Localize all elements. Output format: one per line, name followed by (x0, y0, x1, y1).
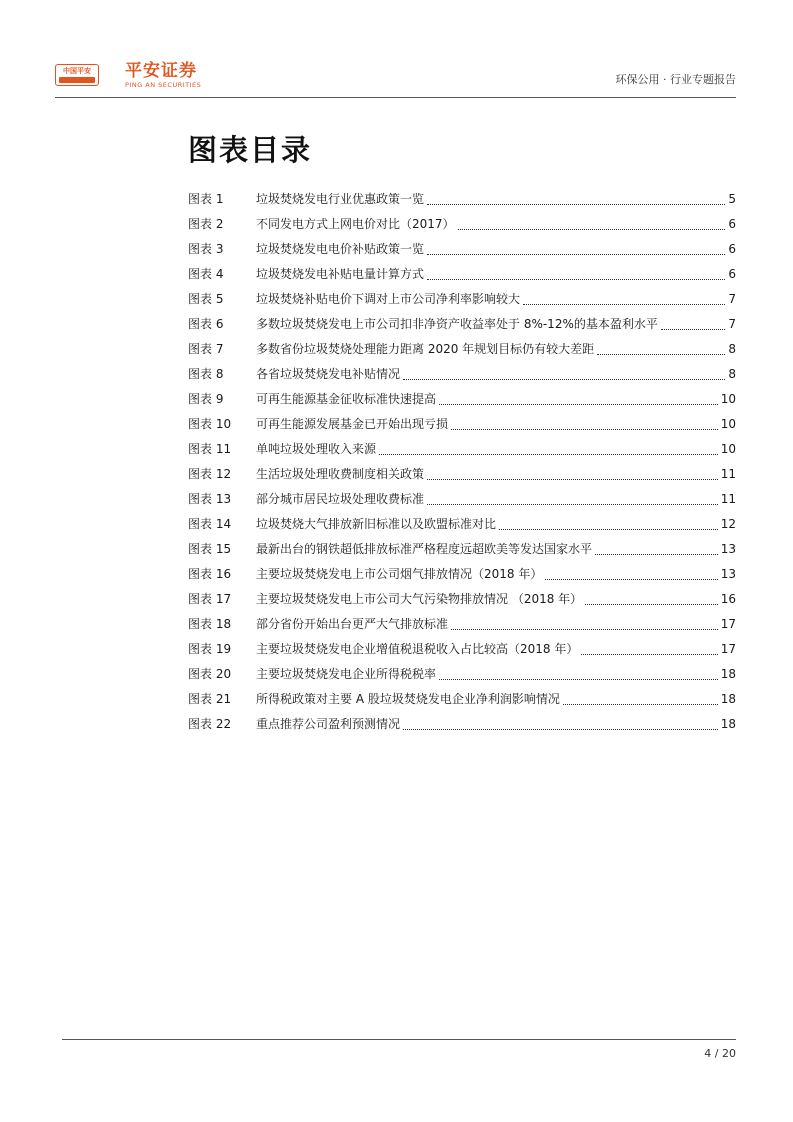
toc-entry-title: 多数省份垃圾焚烧处理能力距离 2020 年规划目标仍有较大差距 (256, 342, 595, 356)
toc-dot-leader (427, 490, 718, 505)
toc-entry-title: 单吨垃圾处理收入来源 (256, 442, 377, 456)
toc-dot-leader (545, 565, 717, 580)
toc-entry[interactable] (188, 590, 736, 615)
toc-entry-page: 13 (720, 542, 736, 556)
toc-entry-label: 图表 6 (188, 317, 224, 331)
logo-badge-text: 中国平安 (63, 67, 91, 75)
toc-entry-title: 重点推荐公司盈利预测情况 (256, 717, 401, 731)
page-title: 图表目录 (188, 133, 313, 167)
toc-entry[interactable] (188, 415, 736, 440)
toc-entry-page: 6 (728, 267, 736, 281)
report-category: 环保公用 · 行业专题报告 (615, 73, 736, 86)
toc-dot-leader (499, 515, 718, 530)
toc-entry[interactable] (188, 690, 736, 715)
toc-entry-page: 17 (720, 617, 736, 631)
toc-entry-page: 8 (728, 342, 736, 356)
toc-dot-leader (439, 390, 718, 405)
toc-entry[interactable] (188, 290, 736, 315)
toc-entry-label: 图表 17 (188, 592, 232, 606)
toc-entry[interactable] (188, 565, 736, 590)
toc-entry-page: 16 (720, 592, 736, 606)
toc-entry-label: 图表 11 (188, 442, 232, 456)
toc-entry-label: 图表 7 (188, 342, 224, 356)
toc-entry-page: 8 (728, 367, 736, 381)
toc-entry-label: 图表 8 (188, 367, 224, 381)
toc-dot-leader (523, 290, 725, 305)
toc-entry-title: 所得税政策对主要 A 股垃圾焚烧发电企业净利润影响情况 (256, 692, 560, 706)
toc-entry-label: 图表 1 (188, 192, 224, 206)
toc-entry[interactable] (188, 240, 736, 265)
toc-dot-leader (403, 365, 725, 380)
toc-entry-page: 11 (720, 467, 736, 481)
toc-entry-title: 可再生能源基金征收标准快速提高 (256, 392, 437, 406)
toc-entry-title: 最新出台的钢铁超低排放标准严格程度远超欧美等发达国家水平 (256, 542, 593, 556)
brand-name-en: PING AN SECURITIES (125, 81, 202, 89)
toc-entry-page: 13 (720, 567, 736, 581)
logo-badge-bar (59, 77, 95, 83)
toc-entry-label: 图表 20 (188, 667, 232, 681)
toc-entry-page: 10 (720, 417, 736, 431)
toc-entry-label: 图表 15 (188, 542, 232, 556)
toc-entry-label: 图表 2 (188, 217, 224, 231)
table-of-figures (188, 190, 736, 740)
toc-entry-label: 图表 22 (188, 717, 232, 731)
toc-entry[interactable] (188, 440, 736, 465)
toc-entry[interactable] (188, 365, 736, 390)
toc-dot-leader (585, 590, 718, 605)
toc-entry-title: 垃圾焚烧补贴电价下调对上市公司净利率影响较大 (256, 292, 521, 306)
toc-entry-page: 18 (720, 667, 736, 681)
toc-entry[interactable] (188, 190, 736, 215)
toc-dot-leader (581, 640, 717, 655)
toc-entry[interactable] (188, 265, 736, 290)
toc-entry-label: 图表 19 (188, 642, 232, 656)
toc-dot-leader (661, 315, 726, 330)
brand-name-cn: 平安证券 (125, 61, 197, 81)
toc-entry-label: 图表 12 (188, 467, 232, 481)
toc-entry[interactable] (188, 215, 736, 240)
toc-dot-leader (595, 540, 718, 555)
toc-entry[interactable] (188, 340, 736, 365)
toc-entry[interactable] (188, 665, 736, 690)
toc-entry[interactable] (188, 640, 736, 665)
toc-dot-leader (458, 215, 726, 230)
toc-entry-title: 垃圾焚烧发电行业优惠政策一览 (256, 192, 425, 206)
toc-entry-label: 图表 4 (188, 267, 224, 281)
toc-entry[interactable] (188, 615, 736, 640)
toc-dot-leader (427, 465, 718, 480)
toc-entry-title: 垃圾焚烧大气排放新旧标准以及欧盟标准对比 (256, 517, 497, 531)
toc-dot-leader (427, 265, 725, 280)
toc-entry-label: 图表 21 (188, 692, 232, 706)
toc-entry-label: 图表 16 (188, 567, 232, 581)
toc-entry-title: 多数垃圾焚烧发电上市公司扣非净资产收益率处于 8%-12%的基本盈利水平 (256, 317, 658, 331)
toc-dot-leader (597, 340, 725, 355)
toc-entry-title: 垃圾焚烧发电电价补贴政策一览 (256, 242, 425, 256)
toc-entry[interactable] (188, 490, 736, 515)
toc-entry-label: 图表 3 (188, 242, 224, 256)
toc-entry-title: 主要垃圾焚烧发电企业所得税税率 (256, 667, 437, 681)
toc-entry[interactable] (188, 715, 736, 740)
toc-dot-leader (563, 690, 718, 705)
toc-dot-leader (403, 715, 718, 730)
toc-entry-page: 6 (728, 242, 736, 256)
toc-entry-page: 10 (720, 392, 736, 406)
toc-entry[interactable] (188, 465, 736, 490)
toc-dot-leader (439, 665, 718, 680)
ping-an-logo-icon (55, 64, 99, 86)
toc-entry-label: 图表 13 (188, 492, 232, 506)
toc-entry-title: 可再生能源发展基金已开始出现亏损 (256, 417, 449, 431)
toc-entry-page: 6 (728, 217, 736, 231)
toc-entry[interactable] (188, 515, 736, 540)
footer-divider (62, 1039, 736, 1040)
toc-dot-leader (427, 190, 725, 205)
toc-entry-label: 图表 18 (188, 617, 232, 631)
toc-entry[interactable] (188, 540, 736, 565)
toc-dot-leader (451, 415, 718, 430)
toc-entry-title: 部分省份开始出台更严大气排放标准 (256, 617, 449, 631)
toc-dot-leader (451, 615, 718, 630)
toc-entry-title: 垃圾焚烧发电补贴电量计算方式 (256, 267, 425, 281)
toc-entry[interactable] (188, 315, 736, 340)
toc-entry-page: 10 (720, 442, 736, 456)
toc-entry-page: 5 (728, 192, 736, 206)
toc-entry-page: 7 (728, 292, 736, 306)
toc-entry-title: 不同发电方式上网电价对比（2017） (256, 217, 455, 231)
toc-dot-leader (379, 440, 718, 455)
page-header (55, 62, 736, 96)
toc-entry-page: 11 (720, 492, 736, 506)
toc-entry-page: 7 (728, 317, 736, 331)
toc-entry-title: 主要垃圾焚烧发电上市公司烟气排放情况（2018 年） (256, 567, 543, 581)
toc-entry-label: 图表 5 (188, 292, 224, 306)
toc-entry-title: 主要垃圾焚烧发电企业增值税退税收入占比较高（2018 年） (256, 642, 579, 656)
page-number: 4 / 20 (704, 1047, 736, 1060)
toc-entry-label: 图表 10 (188, 417, 232, 431)
toc-entry-title: 部分城市居民垃圾处理收费标准 (256, 492, 425, 506)
toc-entry-page: 18 (720, 692, 736, 706)
toc-entry[interactable] (188, 390, 736, 415)
toc-entry-page: 17 (720, 642, 736, 656)
toc-entry-page: 18 (720, 717, 736, 731)
toc-dot-leader (427, 240, 725, 255)
toc-entry-title: 主要垃圾焚烧发电上市公司大气污染物排放情况 （2018 年） (256, 592, 583, 606)
toc-entry-label: 图表 14 (188, 517, 232, 531)
toc-entry-label: 图表 9 (188, 392, 224, 406)
header-divider (55, 97, 736, 98)
toc-entry-title: 各省垃圾焚烧发电补贴情况 (256, 367, 401, 381)
toc-entry-page: 12 (720, 517, 736, 531)
toc-entry-title: 生活垃圾处理收费制度相关政策 (256, 467, 425, 481)
